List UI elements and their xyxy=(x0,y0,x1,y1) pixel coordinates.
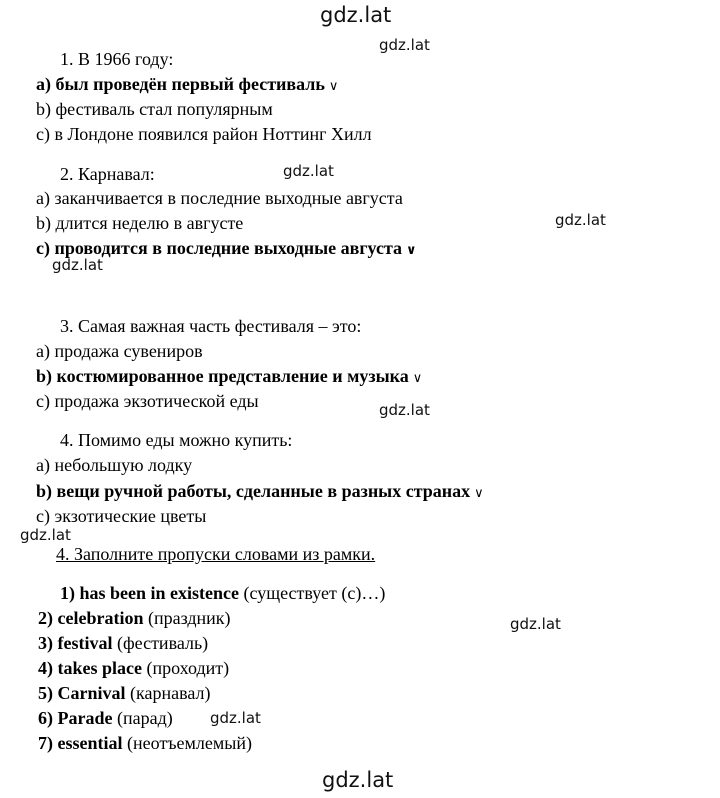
question-1-option-a: a) был проведён первый фестиваль ∨ xyxy=(36,74,339,94)
check-mark-icon: ∨ xyxy=(406,243,417,258)
watermark: gdz.lat xyxy=(52,256,103,274)
watermark-top: gdz.lat xyxy=(320,3,392,27)
check-mark-icon: ∨ xyxy=(412,371,423,386)
question-4-option-c: c) экзотические цветы xyxy=(36,506,207,526)
watermark: gdz.lat xyxy=(379,36,430,54)
question-1-option-b: b) фестиваль стал популярным xyxy=(36,99,273,119)
watermark: gdz.lat xyxy=(210,709,261,727)
check-mark-icon: ∨ xyxy=(474,486,484,501)
question-2-option-c: c) проводится в последние выходные августа ∨ xyxy=(36,238,417,258)
watermark: gdz.lat xyxy=(379,401,430,419)
section-title: 4. Заполните пропуски словами из рамки. xyxy=(56,544,376,564)
question-2-option-b: b) длится неделю в августе xyxy=(36,213,244,233)
watermark-bottom: gdz.lat xyxy=(322,768,394,792)
check-mark-icon: ∨ xyxy=(328,79,339,94)
question-3-option-c: c) продажа экзотической еды xyxy=(36,391,259,411)
answer-item: 2) celebration (праздник) xyxy=(38,608,231,628)
answer-item: 3) festival (фестиваль) xyxy=(38,633,209,653)
question-4-stem: 4. Помимо еды можно купить: xyxy=(60,430,293,450)
answer-item: 7) essential (неотъемлемый) xyxy=(38,733,253,753)
question-2-option-a: a) заканчивается в последние выходные августа xyxy=(36,188,403,208)
question-3-stem: 3. Самая важная часть фестиваля – это: xyxy=(60,316,362,336)
answer-item: 6) Parade (парад) xyxy=(38,708,173,728)
question-4-option-b: b) вещи ручной работы, сделанные в разных странах ∨ xyxy=(36,481,484,501)
watermark: gdz.lat xyxy=(283,162,334,180)
question-3-option-a: a) продажа сувениров xyxy=(36,341,203,361)
watermark: gdz.lat xyxy=(510,615,561,633)
watermark: gdz.lat xyxy=(20,526,71,544)
answer-item: 4) takes place (проходит) xyxy=(38,658,230,678)
question-4-option-a: a) небольшую лодку xyxy=(36,455,193,475)
watermark: gdz.lat xyxy=(555,211,606,229)
question-3-option-b: b) костюмированное представление и музыка ∨ xyxy=(36,366,423,386)
question-2-stem: 2. Карнавал: xyxy=(60,164,155,184)
question-1-option-c: c) в Лондоне появился район Ноттинг Хилл xyxy=(36,124,372,144)
answer-item: 1) has been in existence (существует (с)…) xyxy=(60,583,386,603)
question-1-stem: 1. В 1966 году: xyxy=(60,49,174,69)
answer-item: 5) Carnival (карнавал) xyxy=(38,683,211,703)
